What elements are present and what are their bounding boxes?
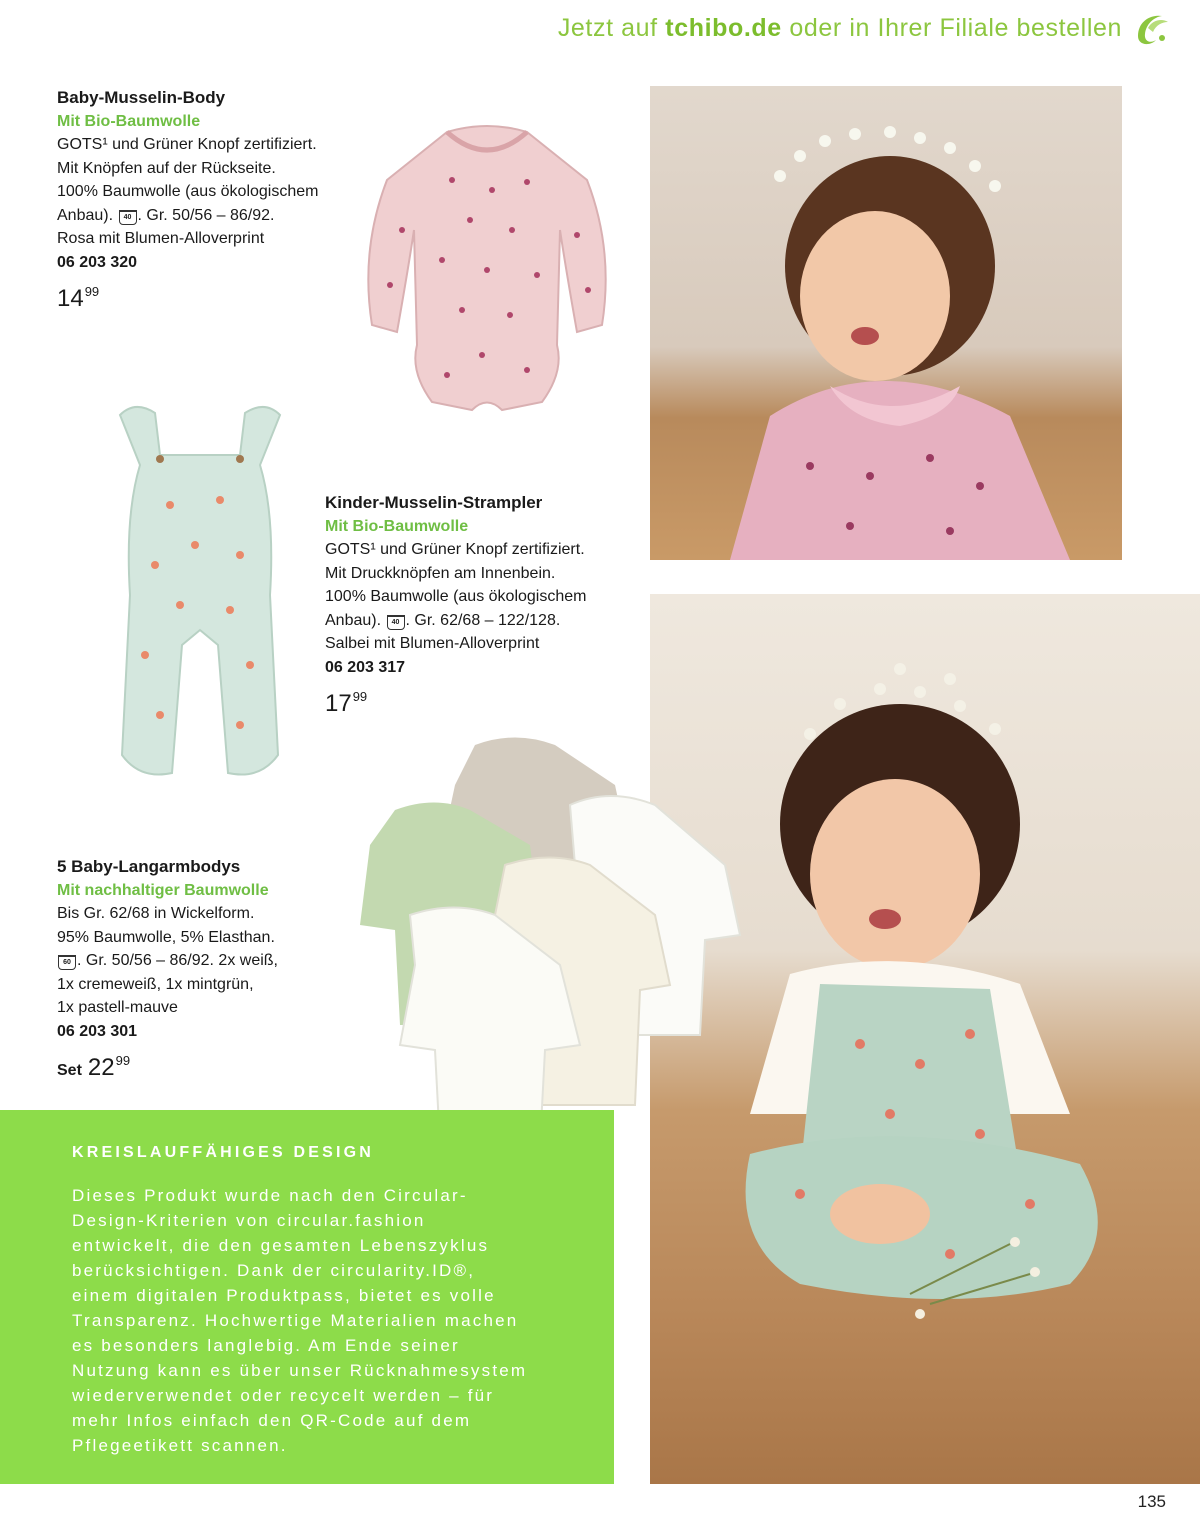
circular-design-text: Dieses Produkt wurde nach den Circular- Design-Kriterien von circular.fashion entwickelt, die den gesamten Lebenszyklus berücksichtigen. Dank der circularity.ID®, einem digitalen Produktpass, bietet es volle Transparenz. Hochwertige Materialien machen es besonders langlebig. Am Ende seiner Nutzung kann es über unser Rücknahmesystem wiederverwendet oder recycelt werden – für mehr Infos einfach den QR-Code auf dem Pflegeetikett scannen. — [72, 1186, 528, 1455]
product-baby-musselin-body: Baby-Musselin-Body Mit Bio-Baumwolle GOTS¹ und Grüner Knopf zertifiziert. Mit Knöpfen auf der Rückseite. 100% Baumwolle (aus ökologischem Anbau). 40 . Gr. 50/56 – 86/92. Rosa mit Blumen-Alloverprint 06 203 320 $14^{99}$ — [57, 88, 319, 312]
product-title: Baby-Musselin-Body — [57, 88, 226, 107]
wash-icon: 40 — [387, 615, 405, 630]
wash-icon: 60 — [58, 955, 76, 970]
tchibo-logo-icon — [1132, 8, 1172, 48]
article-number: 06 203 317 — [325, 658, 406, 676]
product-baby-langarmbodys: 5 Baby-Langarmbodys Mit nachhaltiger Baumwolle Bis Gr. 62/68 in Wickelform. 95% Baumwolle, 5% Elasthan. 60 . Gr. 50/56 – 86/92. 2x weiß, 1x cremeweiß, 1x mintgrün, 1x pastell-mauve 06 203 301 Set $22^{99}$ — [57, 855, 278, 1085]
price: $14^{99}$ — [57, 284, 100, 312]
product-title: Kinder-Musselin-Strampler — [325, 493, 543, 512]
page-number: 135 — [1137, 1492, 1166, 1511]
article-number: 06 203 301 — [57, 1022, 138, 1040]
wash-icon: 40 — [119, 210, 137, 225]
bodys-set-product-image — [355, 725, 750, 1150]
circular-design-heading: KREISLAUFFÄHIGES DESIGN — [72, 1144, 375, 1161]
price: $17^{99}$ — [325, 689, 368, 717]
product-title: 5 Baby-Langarmbodys — [57, 857, 241, 876]
header-order-line: Jetzt auf tchibo.de oder in Ihrer Filiale bestellen — [557, 14, 1122, 42]
green-overalls-product-image — [100, 395, 300, 790]
product-subtitle: Mit Bio-Baumwolle — [325, 517, 469, 535]
price: Set $22^{99}$ — [57, 1053, 131, 1081]
pink-body-product-image — [352, 110, 622, 420]
product-subtitle: Mit Bio-Baumwolle — [57, 112, 201, 130]
photo-baby-pink-body — [650, 86, 1122, 560]
product-subtitle: Mit nachhaltiger Baumwolle — [57, 881, 269, 899]
brand-link[interactable]: tchibo.de — [665, 14, 782, 42]
circular-design-box — [0, 1110, 614, 1484]
product-kinder-musselin-strampler: Kinder-Musselin-Strampler Mit Bio-Baumwolle GOTS¹ und Grüner Knopf zertifiziert. Mit Druckknöpfen am Innenbein. 100% Baumwolle (aus ökologischem Anbau). 40 . Gr. 62/68 – 122/128. Salbei mit Blumen-Alloverprint 06 203 317 $17^{99}$ — [325, 493, 587, 717]
article-number: 06 203 320 — [57, 253, 138, 271]
photo-baby-pink-body-image — [650, 86, 1122, 560]
